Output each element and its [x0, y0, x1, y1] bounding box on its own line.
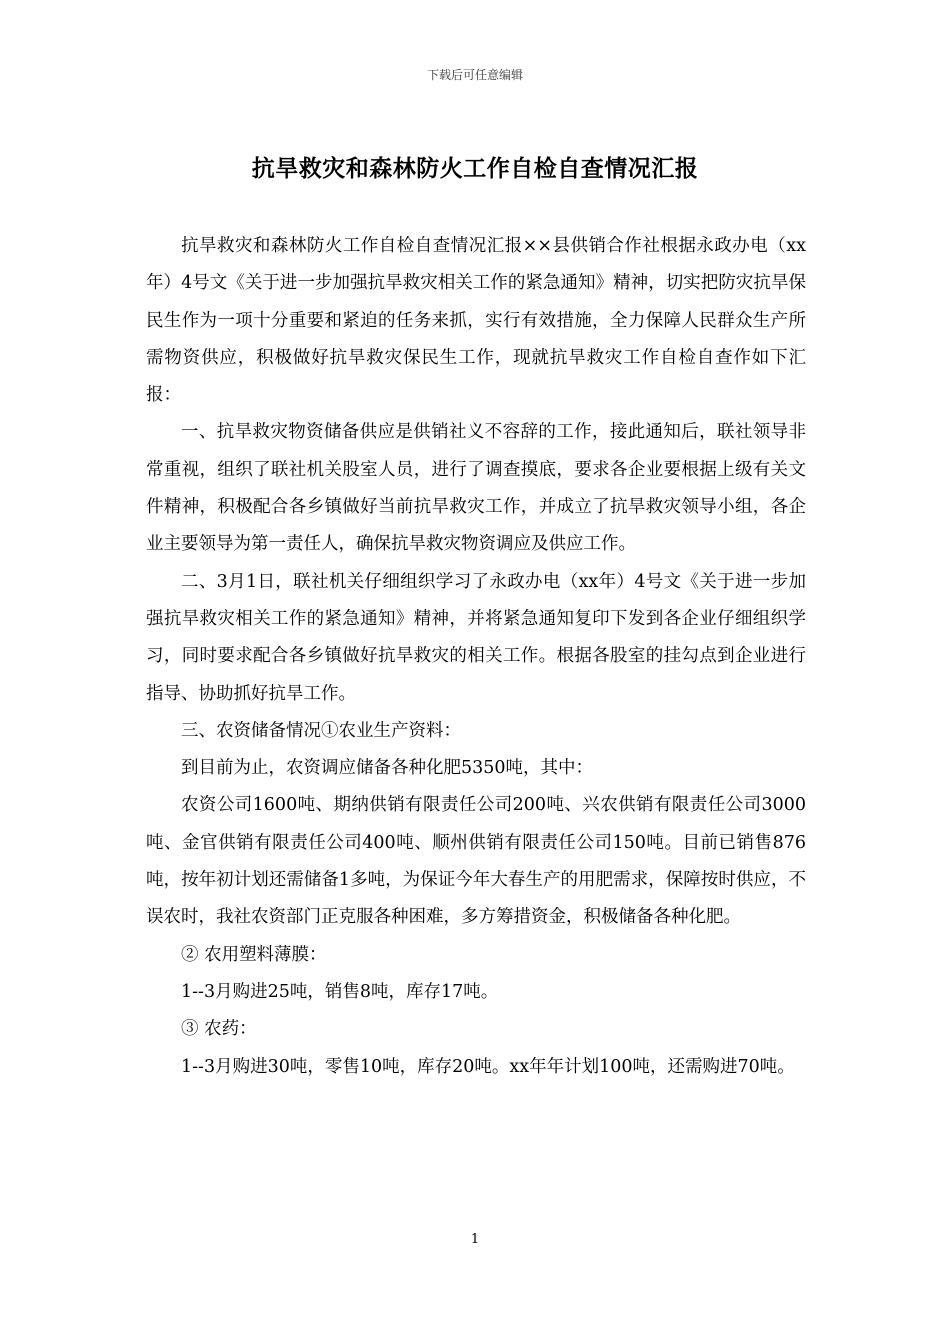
- paragraph-section-3-heading: 三、农资储备情况①农业生产资料：: [181, 720, 461, 741]
- header-note: 下载后可任意编辑: [426, 68, 523, 82]
- paragraph-film-detail: 1--3月购进25吨，销售8吨，库存17吨。: [181, 981, 499, 1002]
- page-number: 1: [470, 1232, 480, 1247]
- paragraph-section-2: 二、3月1日，联社机关仔细组织学习了永政办电（xx年）4号文《关于进一步加强抗旱救灾相关工作的紧急通知》精神，并将紧急通知复印下发到各企业仔细组织学习，同时要求配合各乡镇做好抗旱救灾的相关工作。根据各股室的挂勾点到企业进行指导、协助抓好抗旱工作。: [146, 571, 806, 704]
- document-title: 抗旱救灾和森林防火工作自检自查情况汇报: [251, 156, 699, 182]
- paragraph-film-heading: ② 农用塑料薄膜：: [181, 944, 327, 965]
- paragraph-intro: 抗旱救灾和森林防火工作自检自查情况汇报××县供销合作社根据永政办电（xx年）4号文《关于进一步加强抗旱救灾相关工作的紧急通知》精神，切实把防灾抗旱保民生作为一项十分重要和紧迫的任务来抓，实行有效措施，全力保障人民群众生产所需物资供应，积极做好抗旱救灾保民生工作，现就抗旱救灾工作自检自查作如下汇报：: [146, 236, 806, 406]
- paragraph-pesticide-detail: 1--3月购进30吨，零售10吨，库存20吨。xx年年计划100吨，还需购进70吨。: [181, 1056, 795, 1077]
- paragraph-fertilizer-total: 到目前为止，农资调应储备各种化肥5350吨，其中：: [181, 758, 594, 779]
- paragraph-fertilizer-detail: 农资公司1600吨、期纳供销有限责任公司200吨、兴农供销有限责任公司3000吨、金官供销有限责任公司400吨、顺州供销有限责任公司150吨。目前已销售876吨，按年初计划还需储备1多吨，为保证今年大春生产的用肥需求，保障按时供应，不误农时，我社农资部门正克服各种困难，多方筹措资金，积极储备各种化肥。: [146, 795, 806, 928]
- paragraph-pesticide-heading: ③ 农药：: [181, 1019, 257, 1040]
- document-body: [146, 228, 806, 1086]
- paragraph-section-1: 一、抗旱救灾物资储备供应是供销社义不容辞的工作，接此通知后，联社领导非常重视，组织了联社机关股室人员，进行了调查摸底，要求各企业要根据上级有关文件精神，积极配合各乡镇做好当前抗旱救灾工作，并成立了抗旱救灾领导小组，各企业主要领导为第一责任人，确保抗旱救灾物资调应及供应工作。: [146, 422, 806, 555]
